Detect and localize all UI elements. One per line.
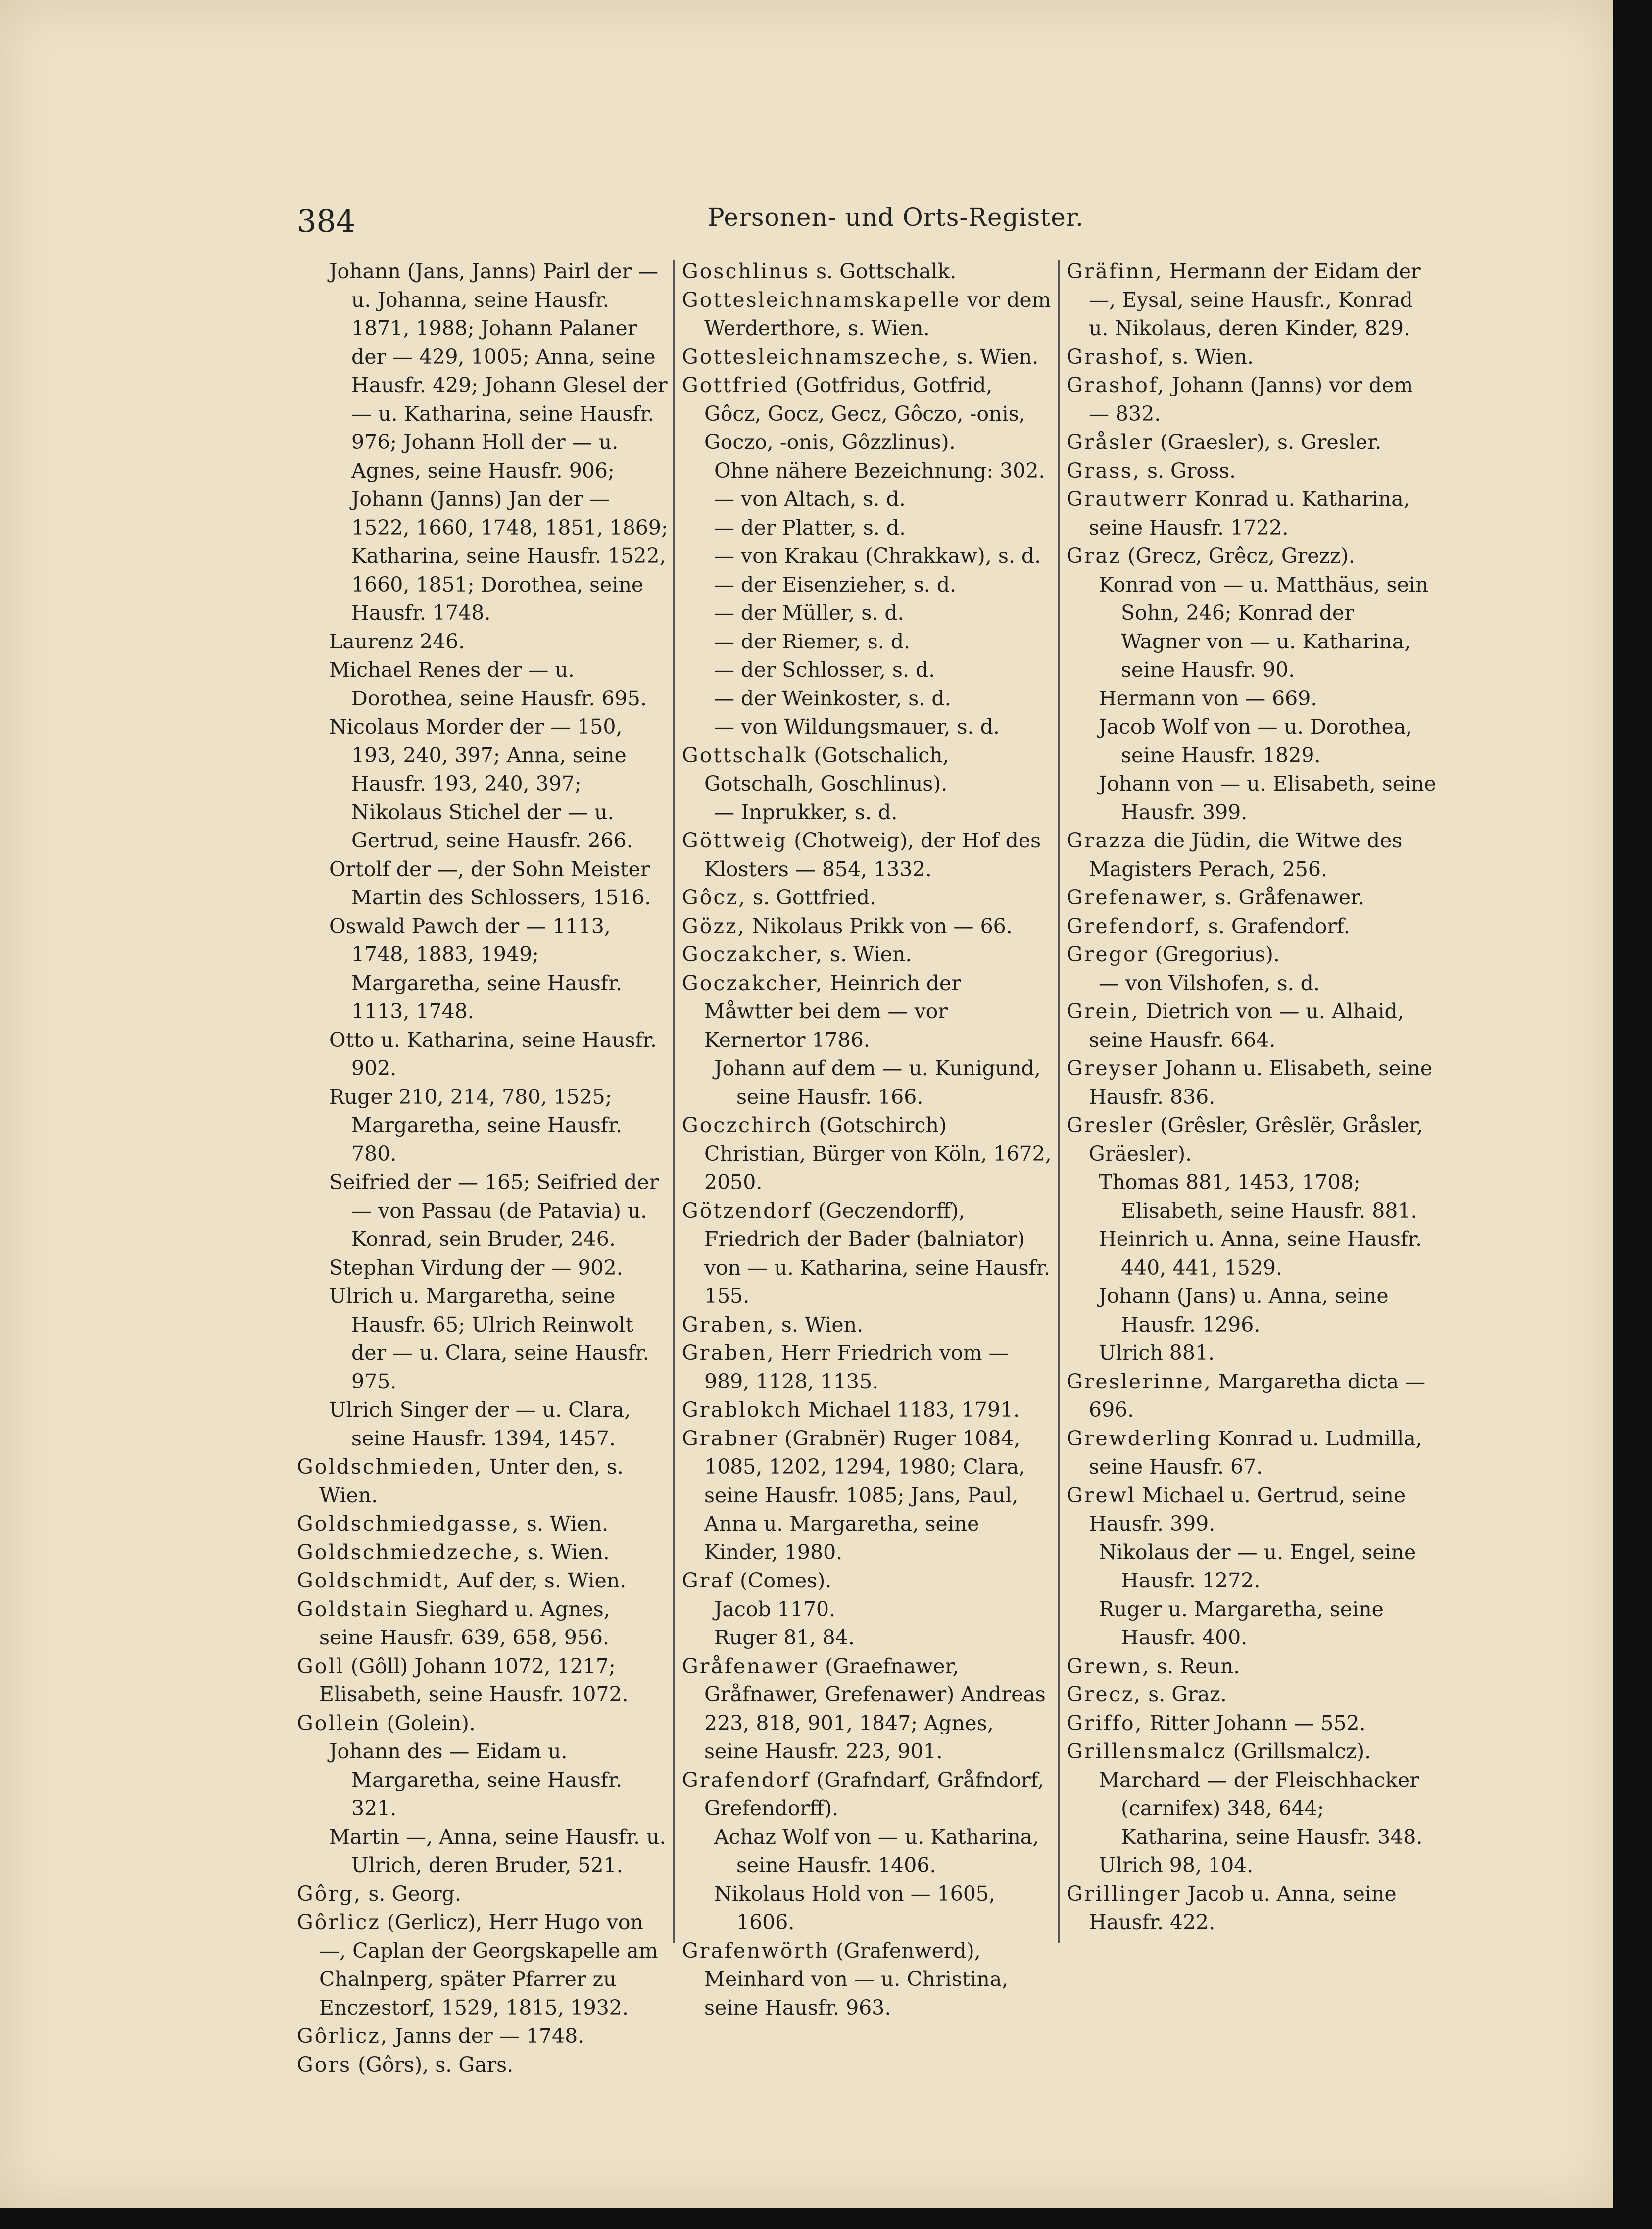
index-entry [682, 571, 1053, 599]
entry-text: Nicolaus Morder der — 150, 193, 240, 397; Anna, seine Hausfr. 193, 240, 397; Nikolaus Stichel der — u. Gertrud, seine Hausfr. 266. [329, 715, 633, 852]
entry-text: s. Wien. [950, 345, 1039, 369]
entry-text: Ulrich 98, 104. [1099, 1853, 1254, 1877]
index-entry [682, 912, 1053, 941]
index-entry [297, 1510, 668, 1538]
entry-headword: Gôrlicz [297, 1910, 381, 1934]
entry-text: (Grecz, Grêcz, Grezz). [1121, 544, 1355, 568]
index-entry [682, 343, 1053, 372]
entry-headword: Grillinger [1067, 1882, 1181, 1906]
index-entry [682, 1652, 1053, 1766]
index-entry [1067, 884, 1438, 912]
entry-headword: Griffo, [1067, 1711, 1143, 1735]
entry-headword: Grillensmalcz [1067, 1739, 1227, 1763]
index-entry [682, 1595, 1053, 1624]
entry-text: — der Schlosser, s. d. [714, 658, 935, 682]
index-entry [1067, 485, 1438, 542]
entry-text: (Gôrs), s. Gars. [351, 2052, 514, 2077]
entry-text: Johann (Jans) u. Anna, seine Hausfr. 1296. [1099, 1284, 1389, 1337]
index-entry [1067, 1851, 1438, 1880]
entry-headword: Grablokch [682, 1398, 802, 1422]
entry-text: — der Weinkoster, s. d. [714, 686, 951, 710]
index-entry [297, 2051, 668, 2080]
entry-headword: Gräfinn, [1067, 259, 1163, 283]
entry-headword: Gresler [1067, 1113, 1154, 1137]
entry-headword: Graben, [682, 1312, 775, 1337]
index-entry [1067, 969, 1438, 998]
index-entry [1067, 257, 1438, 343]
index-entry [682, 827, 1053, 884]
index-entry [297, 1396, 668, 1453]
entry-text: Laurenz 246. [329, 629, 465, 653]
index-entry [682, 1054, 1053, 1111]
index-entry [682, 286, 1053, 343]
index-column-3 [1067, 257, 1438, 1937]
entry-headword: Gregor [1067, 942, 1149, 966]
entry-text: Ulrich 881. [1099, 1341, 1215, 1365]
entry-text: Seifried der — 165; Seifried der — von Passau (de Patavia) u. Konrad, sein Bruder, 246. [329, 1170, 659, 1251]
entry-text: (Gregorius). [1148, 942, 1280, 966]
index-entry [1067, 1054, 1438, 1111]
entry-headword: Goldschmieden, [297, 1455, 483, 1479]
index-entry [682, 798, 1053, 827]
entry-text: (Graesler), s. Gresler. [1153, 430, 1382, 454]
index-entry [1067, 912, 1438, 941]
index-entry [1067, 1595, 1438, 1652]
entry-headword: Greyser [1067, 1056, 1159, 1080]
index-entry [682, 1111, 1053, 1197]
entry-headword: Gollein [297, 1711, 381, 1735]
index-entry [297, 1737, 668, 1823]
entry-headword: Grautwerr [1067, 487, 1188, 511]
index-entry [682, 969, 1053, 1055]
entry-headword: Grewn, [1067, 1654, 1151, 1678]
entry-text: Johann auf dem — u. Kunigund, seine Hausfr. 166. [714, 1056, 1041, 1109]
entry-text: Martin —, Anna, seine Hausfr. u. Ulrich, deren Bruder, 521. [329, 1825, 666, 1877]
entry-headword: Grewderling [1067, 1426, 1212, 1450]
index-entry [682, 713, 1053, 742]
entry-text: Ruger u. Margaretha, seine Hausfr. 400. [1099, 1597, 1384, 1649]
entry-headword: Gottschalk [682, 743, 808, 767]
entry-text: — der Riemer, s. d. [714, 629, 911, 653]
entry-headword: Goschlinus [682, 259, 810, 283]
entry-text: Konrad u. Ludmilla, seine Hausfr. 67. [1089, 1426, 1422, 1479]
index-entry [1067, 997, 1438, 1054]
entry-text: Johann u. Elisabeth, seine Hausfr. 836. [1089, 1056, 1433, 1109]
index-entry [1067, 770, 1438, 827]
entry-headword: Gottesleichnamskapelle [682, 288, 961, 312]
index-entry [1067, 571, 1438, 685]
entry-text: — von Wildungsmauer, s. d. [714, 715, 1000, 739]
entry-text: (Geczendorff), Friedrich der Bader (balniator) von — u. Katharina, seine Hausfr. 155. [704, 1198, 1050, 1308]
entry-text: (Comes). [733, 1569, 832, 1592]
entry-text: Otto u. Katharina, seine Hausfr. 902. [329, 1028, 657, 1080]
entry-text: Ulrich Singer der — u. Clara, seine Hausfr. 1394, 1457. [329, 1398, 631, 1450]
entry-text: s. Gråfenawer. [1209, 886, 1365, 909]
entry-text: Stephan Virdung der — 902. [329, 1255, 623, 1280]
index-entry [682, 485, 1053, 514]
entry-headword: Grefendorf, [1067, 914, 1202, 938]
entry-text: Jacob 1170. [714, 1597, 836, 1621]
entry-text: Nikolaus Hold von — 1605, 1606. [714, 1882, 996, 1934]
entry-text: Achaz Wolf von — u. Katharina, seine Hausfr. 1406. [714, 1825, 1039, 1877]
index-entry [1067, 1880, 1438, 1937]
entry-text: Michael 1183, 1791. [802, 1398, 1020, 1422]
entry-text: Sieghard u. Agnes, seine Hausfr. 639, 658, 956. [319, 1597, 610, 1649]
index-entry [1067, 827, 1438, 884]
entry-text: s. Wien. [1165, 345, 1254, 369]
entry-text: Konrad u. Katharina, seine Hausfr. 1722. [1089, 487, 1410, 540]
entry-text: (Grabnër) Ruger 1084, 1085, 1202, 1294, 1980; Clara, seine Hausfr. 1085; Jans, Paul, Anna u. Margaretha, seine Kinder, 1980. [704, 1426, 1025, 1564]
index-entry [297, 1595, 668, 1652]
entry-text: Ohne nähere Bezeichnung: 302. [714, 458, 1045, 483]
entry-headword: Grabner [682, 1426, 778, 1450]
index-entry [1067, 1111, 1438, 1168]
entry-headword: Graz [1067, 544, 1121, 568]
entry-headword: Goldstain [297, 1597, 409, 1621]
entry-text: Heinrich u. Anna, seine Hausfr. 440, 441, 1529. [1099, 1227, 1422, 1280]
index-entry [1067, 1737, 1438, 1766]
entry-text: Ruger 210, 214, 780, 1525; Margaretha, seine Hausfr. 780. [329, 1085, 623, 1166]
entry-headword: Goczakcher, [682, 942, 824, 966]
index-entry [682, 884, 1053, 912]
entry-text: Jacob Wolf von — u. Dorothea, seine Hausfr. 1829. [1099, 715, 1412, 767]
index-entry [297, 1538, 668, 1567]
index-entry [682, 514, 1053, 543]
entry-text: s. Reun. [1150, 1654, 1240, 1678]
entry-headword: Grashof, [1067, 345, 1166, 369]
index-entry [682, 628, 1053, 656]
page-bottom-edge [0, 2208, 1613, 2229]
index-entry [682, 542, 1053, 571]
index-entry [297, 2022, 668, 2051]
index-entry [682, 1624, 1053, 1652]
entry-text: Herr Friedrich vom — 989, 1128, 1135. [704, 1341, 1009, 1393]
entry-headword: Gors [297, 2052, 352, 2077]
entry-headword: Grafendorf [682, 1768, 810, 1792]
index-entry [1067, 1709, 1438, 1738]
entry-headword: Goczakcher, [682, 971, 824, 995]
entry-text: s. Gottfried. [746, 886, 876, 909]
index-column-2 [682, 257, 1053, 2022]
entry-text: die Jüdin, die Witwe des Magisters Perach, 256. [1089, 829, 1403, 881]
index-entry [682, 1567, 1053, 1595]
entry-headword: Grefenawer, [1067, 886, 1209, 909]
entry-text: s. Wien. [520, 1512, 609, 1536]
entry-headword: Grein, [1067, 999, 1140, 1023]
index-entry [1067, 713, 1438, 770]
index-entry [1067, 1681, 1438, 1709]
index-entry [682, 371, 1053, 457]
entry-text: (Gôll) Johann 1072, 1217; Elisabeth, seine Hausfr. 1072. [319, 1654, 629, 1706]
entry-text: Ritter Johann — 552. [1143, 1711, 1366, 1735]
entry-headword: Goldschmiedzeche, [297, 1540, 522, 1564]
entry-headword: Gözz, [682, 914, 746, 938]
index-entry [1067, 1538, 1438, 1595]
entry-text: Janns der — 1748. [388, 2024, 584, 2048]
entry-text: (Grillsmalcz). [1226, 1739, 1371, 1763]
index-entry [297, 257, 668, 628]
entry-text: (Grêsler, Grêslër, Gråsler, Gräesler). [1089, 1113, 1423, 1166]
index-entry [682, 1425, 1053, 1567]
entry-text: s. Graz. [1142, 1683, 1227, 1706]
entry-headword: Gottfried [682, 373, 789, 397]
entry-text: s. Grafendorf. [1201, 914, 1350, 938]
index-entry [297, 1254, 668, 1283]
index-entry [297, 1567, 668, 1595]
entry-text: (Graefnawer, Gråfnawer, Grefenawer) Andreas 223, 818, 901, 1847; Agnes, seine Hausfr. 223, 901. [704, 1654, 1046, 1763]
entry-text: s. Wien. [824, 942, 912, 966]
entry-text: Hermann von — 669. [1099, 686, 1317, 710]
entry-headword: Gôrlicz, [297, 2024, 389, 2048]
index-entry [297, 912, 668, 1026]
entry-headword: Goczchirch [682, 1113, 813, 1137]
entry-headword: Grazza [1067, 829, 1147, 852]
entry-headword: Goldschmidt, [297, 1569, 451, 1592]
entry-text: Hermann der Eidam der —, Eysal, seine Hausfr., Konrad u. Nikolaus, deren Kinder, 829. [1089, 259, 1421, 340]
entry-text: — von Krakau (Chrakkaw), s. d. [714, 544, 1041, 568]
entry-headword: Götzendorf [682, 1198, 812, 1223]
index-entry [682, 1311, 1053, 1339]
entry-text: Unter den, s. Wien. [319, 1455, 624, 1507]
entry-text: (Golein). [380, 1711, 476, 1735]
entry-text: Johann des — Eidam u. Margaretha, seine Hausfr. 321. [329, 1739, 623, 1820]
running-title: Personen- und Orts-Register. [708, 203, 1084, 232]
entry-headword: Gôcz, [682, 886, 747, 909]
entry-text: — von Vilshofen, s. d. [1099, 971, 1320, 995]
column-rule [1058, 260, 1060, 1943]
entry-headword: Goll [297, 1654, 344, 1678]
entry-text: Ortolf der —, der Sohn Meister Martin des Schlossers, 1516. [329, 857, 651, 909]
entry-text: Auf der, s. Wien. [450, 1569, 627, 1592]
index-entry [682, 1937, 1053, 2023]
index-entry [1067, 1766, 1438, 1852]
entry-text: Konrad von — u. Matthäus, sein Sohn, 246; Konrad der Wagner von — u. Katharina, seine Hausfr. 90. [1099, 572, 1429, 682]
page-number: 384 [297, 203, 356, 239]
index-entry [682, 1197, 1053, 1311]
index-entry [1067, 1482, 1438, 1538]
entry-text: s. Gross. [1140, 458, 1236, 483]
entry-headword: Grashof, [1067, 373, 1166, 397]
index-entry [1067, 542, 1438, 571]
index-entry [297, 1823, 668, 1880]
entry-headword: Grewl [1067, 1483, 1136, 1507]
index-entry [682, 457, 1053, 486]
index-entry [297, 1168, 668, 1254]
entry-headword: Grafenwörth [682, 1938, 829, 1963]
entry-headword: Graben, [682, 1341, 775, 1365]
entry-text: (Chotweig), der Hof des Klosters — 854, 1332. [704, 829, 1041, 881]
entry-text: Michael Renes der — u. Dorothea, seine Hausfr. 695. [329, 658, 647, 710]
index-entry [682, 1880, 1053, 1937]
index-entry [297, 1652, 668, 1709]
index-entry [682, 656, 1053, 685]
index-entry [1067, 1368, 1438, 1425]
entry-text: (Gotfridus, Gotfrid, Gôcz, Gocz, Gecz, Gôczo, -onis, Goczo, -onis, Gôzzlinus). [704, 373, 1025, 454]
entry-text: — der Platter, s. d. [714, 515, 906, 540]
index-entry [297, 656, 668, 713]
entry-text: Ulrich u. Margaretha, seine Hausfr. 65; Ulrich Reinwolt der — u. Clara, seine Hausfr. 975. [329, 1284, 649, 1393]
index-entry [682, 1396, 1053, 1425]
index-entry [682, 1339, 1053, 1396]
index-column-1 [297, 257, 668, 2079]
entry-headword: Gråsler [1067, 430, 1154, 454]
entry-text: s. Wien. [775, 1312, 864, 1337]
index-entry [682, 1823, 1053, 1880]
index-entry [1067, 1339, 1438, 1368]
index-entry [1067, 1168, 1438, 1225]
index-entry [1067, 1225, 1438, 1282]
entry-text: s. Georg. [362, 1882, 462, 1906]
index-entry [1067, 371, 1438, 428]
page-edge [1613, 0, 1652, 2229]
entry-headword: Graf [682, 1569, 733, 1592]
entry-text: Margaretha dicta — 696. [1089, 1369, 1426, 1422]
index-entry [297, 1709, 668, 1738]
entry-headword: Gottesleichnamszeche, [682, 345, 950, 369]
entry-text: Michael u. Gertrud, seine Hausfr. 399. [1089, 1483, 1406, 1536]
entry-text: Oswald Pawch der — 1113, 1748, 1883, 1949; Margaretha, seine Hausfr. 1113, 1748. [329, 914, 623, 1023]
index-entry [297, 1880, 668, 1909]
entry-headword: Gråfenawer [682, 1654, 819, 1678]
entry-text: (Gerlicz), Herr Hugo von —, Caplan der Georgskapelle am Chalnperg, später Pfarrer zu Enczestorf, 1529, 1815, 1932. [319, 1910, 658, 2020]
entry-text: — der Müller, s. d. [714, 601, 904, 625]
index-entry [682, 599, 1053, 628]
index-entry [1067, 1282, 1438, 1339]
entry-text: Heinrich der Måwtter bei dem — vor Kernertor 1786. [704, 971, 961, 1052]
index-entry [1067, 1652, 1438, 1681]
entry-text: Marchard — der Fleischhacker (carnifex) 348, 644; Katharina, seine Hausfr. 348. [1099, 1768, 1423, 1849]
entry-text: — von Altach, s. d. [714, 487, 906, 511]
index-entry [297, 1282, 668, 1396]
entry-text: Johann von — u. Elisabeth, seine Hausfr. 399. [1099, 772, 1436, 824]
index-entry [1067, 343, 1438, 372]
entry-text: Johann (Jans, Janns) Pairl der — u. Johanna, seine Hausfr. 1871, 1988; Johann Palaner der — 429, 1005; Anna, seine Hausfr. 429; Johann Glesel der — u. Katharina, seine Hausfr. 976; Johann Holl der — u. Agnes, seine Hausfr. 906; Johann (Janns) Jan der — 1522, 1660, 1748, 1851, 1869; Katharina, seine Hausfr. 1522, 1660, 1851; Dorothea, seine Hausfr. 1748. [329, 259, 668, 625]
entry-text: Thomas 881, 1453, 1708; Elisabeth, seine Hausfr. 881. [1099, 1170, 1417, 1223]
index-entry [682, 742, 1053, 798]
index-entry [297, 1908, 668, 2022]
entry-text: vor dem Werderthore, s. Wien. [704, 288, 1051, 340]
index-entry [297, 1026, 668, 1083]
index-entry [297, 713, 668, 855]
entry-text: Ruger 81, 84. [714, 1626, 855, 1649]
index-entry [1067, 428, 1438, 457]
index-entry [297, 855, 668, 912]
index-entry [297, 1453, 668, 1510]
entry-text: Jacob u. Anna, seine Hausfr. 422. [1089, 1882, 1397, 1934]
entry-headword: Grass, [1067, 458, 1141, 483]
index-entry [1067, 941, 1438, 969]
index-entry [682, 1766, 1053, 1823]
entry-text: s. Gottschalk. [809, 259, 957, 283]
entry-headword: Grecz, [1067, 1683, 1142, 1706]
index-entry [1067, 457, 1438, 486]
entry-text: Nikolaus der — u. Engel, seine Hausfr. 1272. [1099, 1540, 1416, 1592]
entry-headword: Goldschmiedgasse, [297, 1512, 520, 1536]
index-entry [297, 1083, 668, 1169]
entry-headword: Greslerinne, [1067, 1369, 1212, 1393]
index-entry [1067, 685, 1438, 713]
entry-text: Nikolaus Prikk von — 66. [745, 914, 1013, 938]
entry-text: Johann (Janns) vor dem — 832. [1089, 373, 1413, 426]
index-entry [682, 685, 1053, 713]
entry-headword: Gôrg, [297, 1882, 362, 1906]
index-entry [682, 257, 1053, 286]
column-rule [673, 260, 675, 1943]
entry-text: — Inprukker, s. d. [714, 800, 898, 824]
entry-text: (Gotschirch) Christian, Bürger von Köln, 1672, 2050. [704, 1113, 1052, 1194]
entry-text: (Grafenwerd), Meinhard von — u. Christina, seine Hausfr. 963. [704, 1938, 1009, 2020]
entry-text: (Gotschalich, Gotschalh, Goschlinus). [704, 743, 949, 795]
entry-headword: Göttweig [682, 829, 788, 852]
entry-text: — der Eisenzieher, s. d. [714, 572, 957, 596]
index-entry [1067, 1425, 1438, 1482]
entry-text: (Grafndarf, Gråfndorf, Grefendorff). [704, 1768, 1044, 1820]
entry-text: Dietrich von — u. Alhaid, seine Hausfr. 664. [1089, 999, 1404, 1052]
entry-text: s. Wien. [521, 1540, 610, 1564]
index-entry [297, 628, 668, 656]
index-entry [682, 941, 1053, 969]
